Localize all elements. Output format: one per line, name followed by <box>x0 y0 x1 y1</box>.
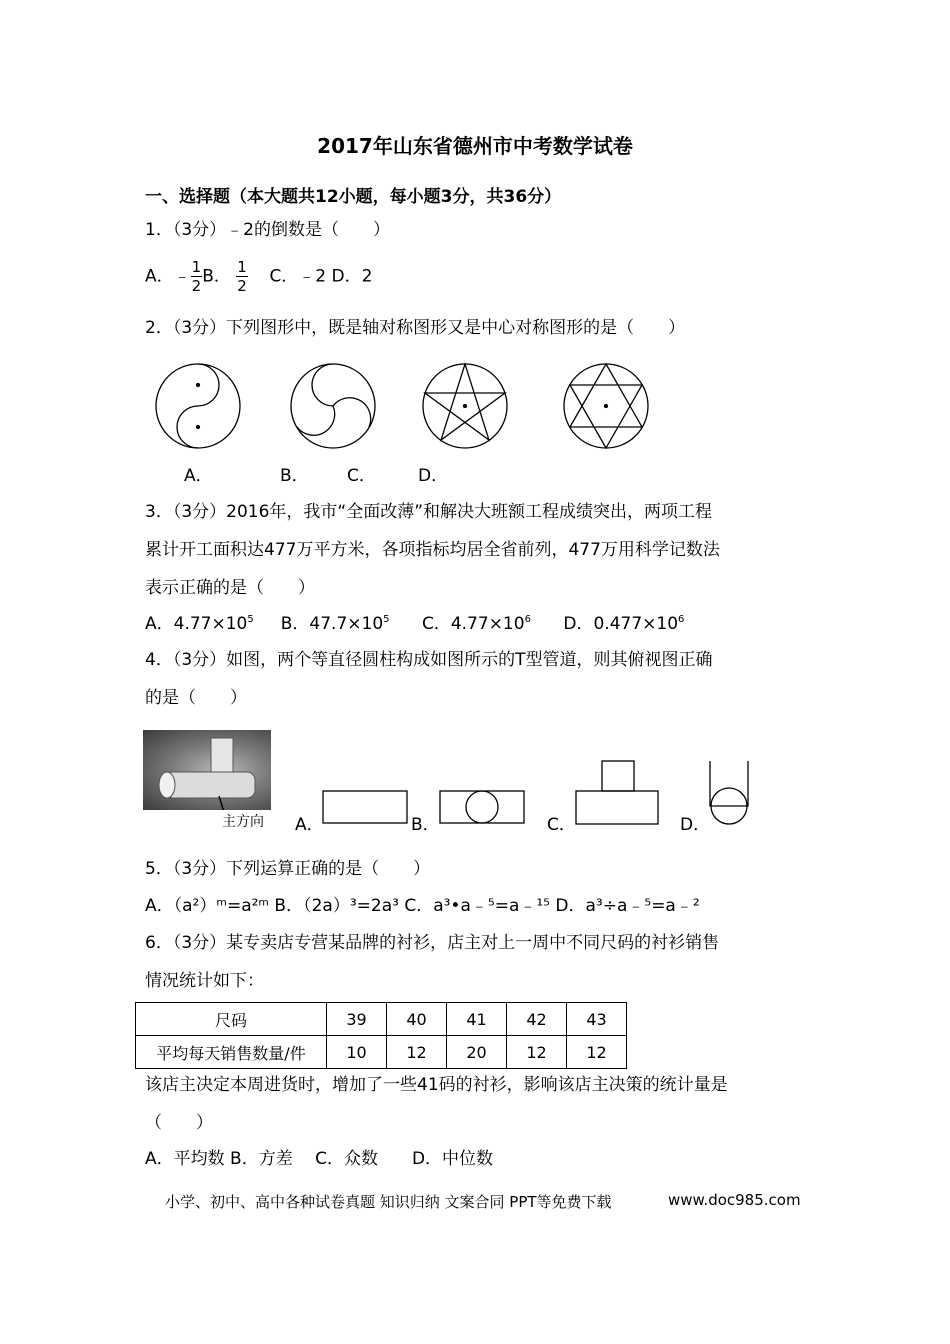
q1-option-a-prefix: A．﹣ <box>145 266 191 287</box>
q1-option-d: D．2 <box>331 266 373 287</box>
question-3-line-2: 累计开工面积达477万平方米，各项指标均居全省前列，477万用科学记数法 <box>145 540 720 560</box>
frac-den: 2 <box>191 277 202 295</box>
table-header-cell: 尺码 <box>136 1003 327 1036</box>
question-1-stem: 1．（3分）﹣2的倒数是（ ） <box>145 220 390 240</box>
view-c-t-shape <box>576 761 658 824</box>
q4-view-options <box>320 758 760 828</box>
q2-label-a: A． <box>184 466 213 486</box>
question-6-after-1: 该店主决定本周进货时，增加了一些41码的衬衫，影响该店主决策的统计量是 <box>145 1075 728 1095</box>
q3-option-b: B．47.7×10 <box>280 614 384 634</box>
frac-num: 1 <box>237 258 247 276</box>
question-3-options <box>145 613 684 635</box>
q4-label-a: A． <box>295 815 324 835</box>
question-4-line-1: 4．（3分）如图，两个等直径圆柱构成如图所示的T型管道，则其俯视图正确 <box>145 650 713 670</box>
q4-label-d: D． <box>680 815 711 835</box>
hexagram-figure <box>564 364 648 448</box>
q2-label-d: D． <box>418 466 449 486</box>
sales-table <box>135 1002 627 1069</box>
frac-den: 2 <box>237 277 247 295</box>
footer-text: 小学、初中、高中各种试卷真题 知识归纳 文案合同 PPT等免费下载 <box>165 1193 612 1211</box>
table-cell: 39 <box>327 1003 387 1036</box>
question-5-options: A．（a²）ᵐ=a²ᵐ B．（2a）³=2a³ C．a³•a﹣⁵=a﹣¹⁵ D．a³÷a﹣⁵=a﹣² <box>145 896 700 916</box>
t-pipe-drawing <box>143 730 271 810</box>
q1-fraction-a <box>191 258 203 295</box>
table-cell: 20 <box>447 1036 507 1069</box>
table-row <box>136 1036 627 1069</box>
q2-label-b: B． <box>280 466 309 486</box>
q4-label-b: B． <box>411 815 440 835</box>
view-d-u-circle <box>710 761 748 824</box>
q3-exponent-d: 6 <box>678 614 685 625</box>
q2-label-c: C． <box>347 466 376 486</box>
taiji-figure <box>156 364 240 448</box>
table-row-label: 平均每天销售数量/件 <box>136 1036 327 1069</box>
question-6-line-2: 情况统计如下： <box>145 971 264 991</box>
view-b-rect-circle <box>440 791 524 823</box>
table-cell: 10 <box>327 1036 387 1069</box>
q3-exponent-a: 5 <box>247 614 254 625</box>
q1-option-b-label: B． <box>202 266 231 287</box>
question-4-line-2: 的是（ ） <box>145 688 247 708</box>
q3-option-a: A．4.77×10 <box>145 614 248 634</box>
q1-option-c: C．﹣2 <box>269 266 327 287</box>
table-cell: 12 <box>567 1036 627 1069</box>
pentagram-figure <box>423 364 507 448</box>
question-3-line-3: 表示正确的是（ ） <box>145 578 315 598</box>
q3-exponent-c: 6 <box>524 614 531 625</box>
q1-fraction-b <box>236 258 248 295</box>
q3-exponent-b: 5 <box>383 614 390 625</box>
q3-option-c: C．4.77×10 <box>421 614 525 634</box>
section-heading: 一、选择题（本大题共12小题，每小题3分，共36分） <box>145 187 562 207</box>
frac-num: 1 <box>191 258 202 276</box>
table-cell: 12 <box>387 1036 447 1069</box>
question-6-line-1: 6．（3分）某专卖店专营某品牌的衬衫，店主对上一周中不同尺码的衬衫销售 <box>145 933 720 953</box>
question-3-line-1: 3．（3分）2016年，我市“全面改薄”和解决大班额工程成绩突出，两项工程 <box>145 502 713 522</box>
page-title: 2017年山东省德州市中考数学试卷 <box>317 134 633 158</box>
table-cell: 42 <box>507 1003 567 1036</box>
footer-link[interactable]: www.doc985.com <box>668 1191 801 1209</box>
q2-figures <box>150 360 660 455</box>
table-row <box>136 1003 627 1036</box>
table-cell: 12 <box>507 1036 567 1069</box>
question-6-options: A．平均数 B．方差 C．众数 D．中位数 <box>145 1149 494 1169</box>
question-6-after-2: （ ） <box>145 1113 213 1133</box>
table-cell: 41 <box>447 1003 507 1036</box>
question-2-stem: 2．（3分）下列图形中，既是轴对称图形又是中心对称图形的是（ ） <box>145 318 686 338</box>
q3-option-d: D．0.477×10 <box>563 614 679 634</box>
question-5-stem: 5．（3分）下列运算正确的是（ ） <box>145 859 431 879</box>
pinwheel-figure <box>291 364 375 448</box>
view-a-rectangle <box>323 791 407 823</box>
table-cell: 40 <box>387 1003 447 1036</box>
q4-label-c: C． <box>547 815 576 835</box>
t-pipe-caption: 主方向 <box>222 814 264 830</box>
table-cell: 43 <box>567 1003 627 1036</box>
t-pipe-photo <box>143 730 271 810</box>
question-1-options <box>145 258 372 295</box>
